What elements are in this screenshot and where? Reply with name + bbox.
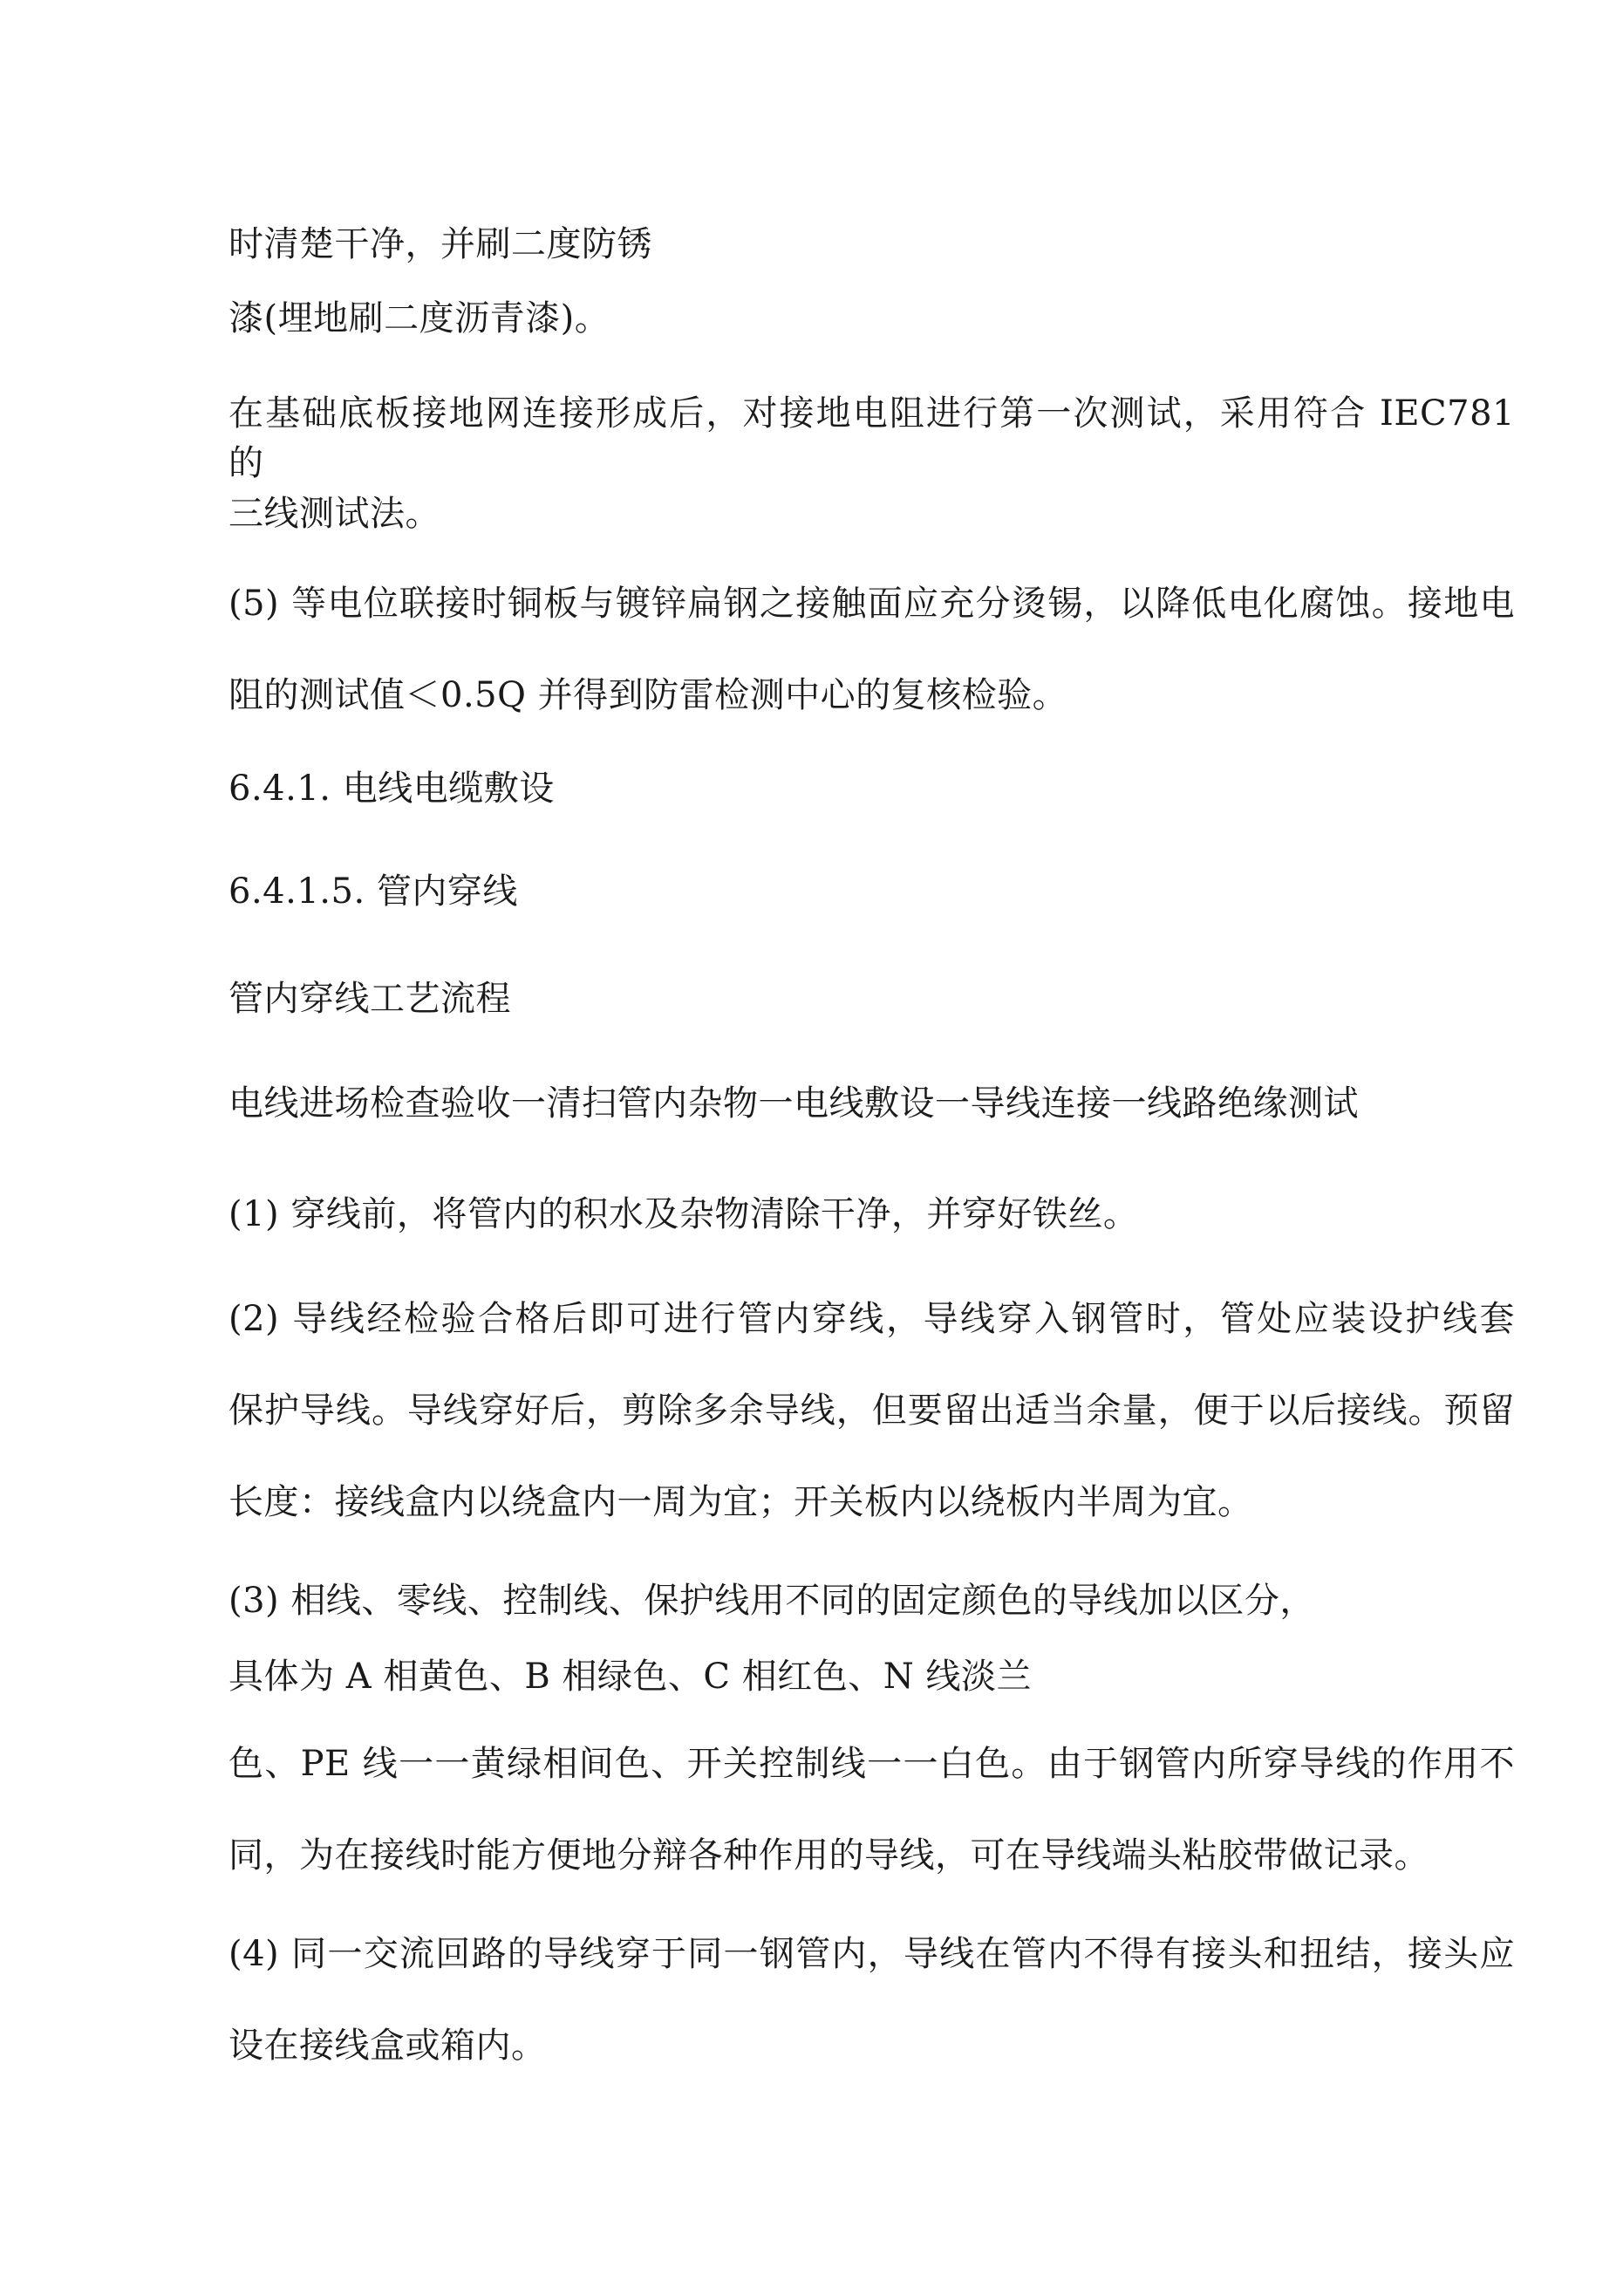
paragraph-line: 保护导线。导线穿好后，剪除多余导线，但要留出适当余量，便于以后接线。预留 [228, 1391, 1515, 1431]
paragraph-line: (4) 同一交流回路的导线穿于同一钢管内，导线在管内不得有接头和扭结，接头应 [228, 1934, 1515, 1974]
paragraph-line: 长度：接线盒内以绕盒内一周为宜；开关板内以绕板内半周为宜。 [228, 1482, 1253, 1522]
paragraph-line: 阻的测试值＜0.5Q 并得到防雷检测中心的复核检验。 [228, 675, 1068, 715]
paragraph-line: 具体为 A 相黄色、B 相绿色、C 相红色、N 线淡兰 [228, 1657, 1032, 1697]
section-heading: 6.4.1. 电线电缆敷设 [228, 769, 555, 809]
section-heading: 6.4.1.5. 管内穿线 [228, 871, 518, 912]
paragraph-line: 漆(埋地刷二度沥青漆)。 [228, 298, 610, 338]
paragraph-line: (2) 导线经检验合格后即可进行管内穿线，导线穿入钢管时，管处应装设护线套 [228, 1299, 1515, 1339]
paragraph-line: 设在接线盒或箱内。 [228, 2026, 547, 2066]
paragraph-line: (1) 穿线前，将管内的积水及杂物清除干净，并穿好铁丝。 [228, 1194, 1139, 1234]
paragraph-line: 电线进场检查验收一清扫管内杂物一电线敷设一导线连接一线路绝缘测试 [228, 1083, 1359, 1124]
paragraph-line: 同，为在接线时能方便地分辩各种作用的导线，可在导线端头粘胶带做记录。 [228, 1835, 1429, 1876]
paragraph-line: (5) 等电位联接时铜板与镀锌扁钢之接触面应充分烫锡，以降低电化腐蚀。接地电 [228, 584, 1515, 624]
paragraph-line: 时清楚干净，并刷二度防锈 [228, 224, 652, 264]
paragraph-line: (3) 相线、零线、控制线、保护线用不同的固定颜色的导线加以区分， [228, 1581, 1315, 1621]
paragraph-line: 色、PE 线一一黄绿相间色、开关控制线一一白色。由于钢管内所穿导线的作用不 [228, 1744, 1515, 1784]
paragraph-line: 三线测试法。 [228, 494, 440, 534]
paragraph-line: 管内穿线工艺流程 [228, 979, 511, 1019]
paragraph-line: 在基础底板接地网连接形成后，对接地电阻进行第一次测试，采用符合 IEC781 的 [228, 393, 1515, 483]
